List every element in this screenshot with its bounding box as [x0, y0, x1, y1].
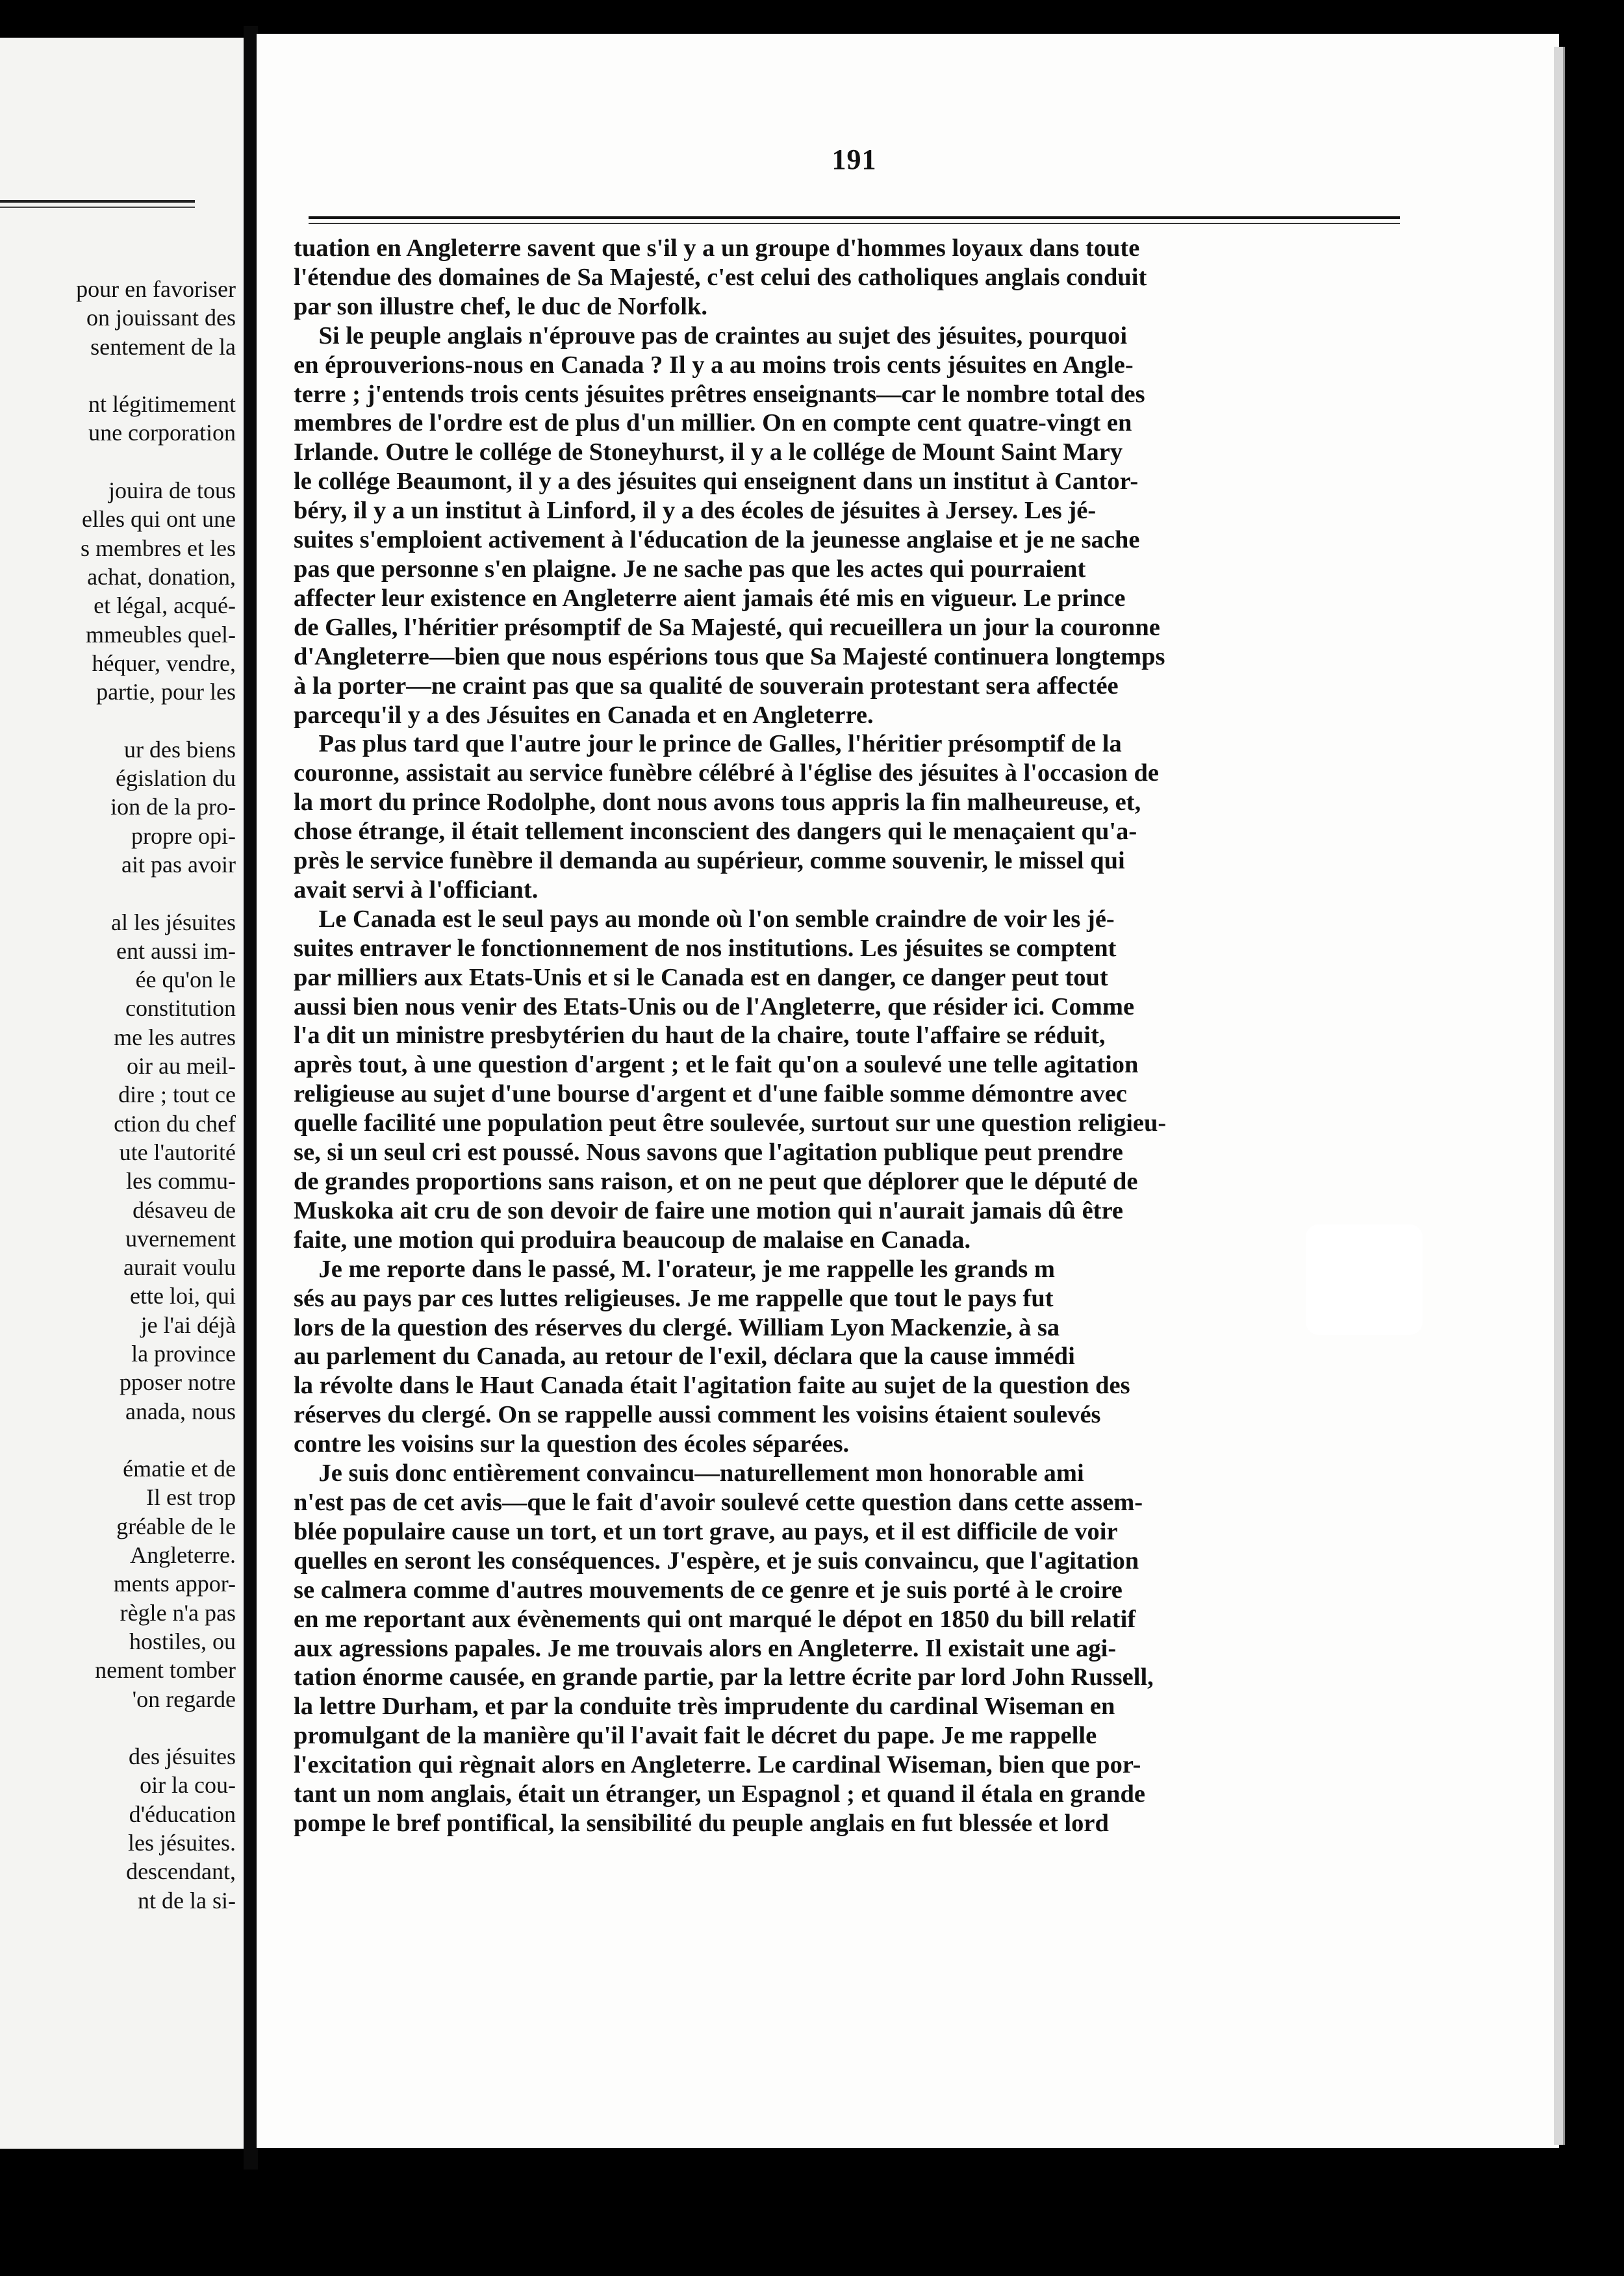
left-text-line: al les jésuites [111, 909, 236, 935]
left-text-line [0, 1426, 236, 1454]
left-page-text [0, 275, 236, 1915]
text-line: n'est pas de cet avis—que le fait d'avoir soulevé cette question dans cette assem- [294, 1488, 1143, 1516]
left-text-line [0, 879, 236, 907]
text-line: faite, une motion qui produira beaucoup de malaise en Canada. [294, 1226, 971, 1254]
paper-blot [1306, 1224, 1423, 1335]
left-text-line: constitution [125, 995, 236, 1022]
left-text-line: désaveu de [133, 1196, 236, 1223]
left-text-line: ée qu'on le [135, 967, 236, 993]
left-text-line: règle n'a pas [120, 1599, 236, 1626]
text-line: suites s'emploient activement à l'éducation de la jeunesse anglaise et je ne sache [294, 526, 1140, 554]
left-text-line: pour en favoriser [76, 276, 236, 302]
left-text-line: ments appor- [113, 1571, 236, 1597]
left-text-line: ur des biens [124, 736, 236, 763]
text-line: d'Angleterre—bien que nous espérions tous que Sa Majesté continuera longtemps [294, 642, 1165, 670]
text-line: Irlande. Outre le collége de Stoneyhurst, il y a le collége de Mount Saint Mary [294, 438, 1123, 466]
text-line: pas que personne s'en plaigne. Je ne sache pas que les actes qui pourraient [294, 555, 1086, 583]
left-text-line: oir au meil- [127, 1053, 236, 1080]
left-text-line: Angleterre. [130, 1542, 236, 1569]
text-line: quelles en seront les conséquences. J'espère, et je suis convaincu, que l'agitation [294, 1547, 1139, 1574]
text-line: le collége Beaumont, il y a des jésuites qui enseignent dans un institut à Cantor- [294, 468, 1139, 496]
header-rule [309, 216, 1400, 224]
text-line: contre les voisins sur la question des écoles séparées. [294, 1430, 850, 1458]
left-text-line: les jésuites. [128, 1830, 236, 1856]
text-line: terre ; j'entends trois cents jésuites prêtres enseignants—car le nombre total des [294, 380, 1145, 408]
text-line: parcequ'il y a des Jésuites en Canada et en Angleterre. [294, 701, 874, 729]
left-text-line: ait pas avoir [121, 851, 236, 878]
left-text-line: on jouissant des [86, 305, 236, 331]
left-text-line: et légal, acqué- [94, 592, 236, 619]
left-page-fragment [0, 38, 244, 2149]
left-text-line: ute l'autorité [119, 1139, 236, 1165]
left-text-line [0, 706, 236, 735]
text-line: religieuse au sujet d'une bourse d'argent et d'une faible somme démontre avec [294, 1080, 1127, 1108]
left-text-line: ent aussi im- [116, 937, 236, 964]
text-line: promulgant de la manière qu'il l'avait fait le décret du pape. Je me rappelle [294, 1722, 1097, 1750]
text-line: après tout, à une question d'argent ; et le fait qu'on a soulevé une telle agitation [294, 1051, 1139, 1079]
book-gutter [244, 26, 258, 2169]
text-line: affecter leur existence en Angleterre aient jamais été mis en vigueur. Le prince [294, 584, 1126, 612]
left-text-line: oir la cou- [140, 1772, 236, 1799]
left-text-line: ette loi, qui [130, 1283, 236, 1309]
left-text-line: descendant, [126, 1858, 236, 1885]
left-text-line: hostiles, ou [129, 1628, 236, 1654]
left-text-line: ion de la pro- [110, 794, 236, 820]
text-line: en me reportant aux évènements qui ont marqué le dépot en 1850 du bill relatif [294, 1605, 1136, 1633]
left-text-line: la province [131, 1340, 236, 1367]
text-line: l'excitation qui règnait alors en Angleterre. Le cardinal Wiseman, bien que por- [294, 1751, 1141, 1779]
left-text-line: les commu- [126, 1168, 236, 1195]
left-text-line [0, 361, 236, 390]
text-line: Le Canada est le seul pays au monde où l'on semble craindre de voir les jé- [294, 905, 1115, 933]
text-line: près le service funèbre il demanda au supérieur, comme souvenir, le missel qui [294, 847, 1125, 875]
left-text-line: achat, donation, [87, 563, 236, 590]
left-text-line: jouira de tous [108, 477, 236, 504]
text-line: blée populaire cause un tort, et un tort grave, au pays, et il est difficile de voir [294, 1517, 1118, 1545]
left-text-line: mmeubles quel- [86, 621, 236, 648]
text-line: par milliers aux Etats-Unis et si le Canada est en danger, ce danger peut tout [294, 963, 1108, 991]
text-line: au parlement du Canada, au retour de l'exil, déclara que la cause immédi [294, 1343, 1075, 1371]
text-line: tuation en Angleterre savent que s'il y a un groupe d'hommes loyaux dans toute [294, 234, 1140, 262]
text-line: la révolte dans le Haut Canada était l'agitation faite au sujet de la question des [294, 1372, 1130, 1400]
text-line: se calmera comme d'autres mouvements de ce genre et je suis porté à le croire [294, 1576, 1123, 1604]
left-text-line: une corporation [88, 420, 236, 446]
page-edge [1554, 47, 1565, 2145]
text-line: chose étrange, il était tellement inconscient des dangers qui le menaçaient qu'a- [294, 818, 1137, 846]
left-text-line: égislation du [116, 765, 236, 792]
left-text-line: nt de la si- [138, 1887, 236, 1914]
left-text-line [0, 448, 236, 476]
left-text-line [0, 1713, 236, 1742]
left-text-line: sentement de la [90, 333, 236, 360]
text-line: réserves du clergé. On se rappelle aussi comment les voisins étaient soulevés [294, 1401, 1101, 1429]
text-line: se, si un seul cri est poussé. Nous savons que l'agitation publique peut prendre [294, 1139, 1123, 1167]
text-line: à la porter—ne craint pas que sa qualité de souverain protestant sera affectée [294, 672, 1119, 700]
left-text-line: des jésuites [129, 1743, 236, 1770]
text-line: l'étendue des domaines de Sa Majesté, c'est celui des catholiques anglais conduit [294, 263, 1147, 291]
text-line: Muskoka ait cru de son devoir de faire une motion qui n'aurait jamais dû être [294, 1196, 1123, 1224]
left-text-line: ématie et de [123, 1456, 236, 1482]
left-text-line: propre opi- [131, 822, 236, 849]
text-line: béry, il y a un institut à Linford, il y a des écoles de jésuites à Jersey. Les jé- [294, 497, 1097, 525]
left-text-line: je l'ai déjà [140, 1311, 236, 1338]
text-line: lors de la question des réserves du clergé. William Lyon Mackenzie, à sa [294, 1313, 1060, 1341]
text-line: la lettre Durham, et par la conduite très imprudente du cardinal Wiseman en [294, 1693, 1115, 1721]
text-line: en éprouverions-nous en Canada ? Il y a au moins trois cents jésuites en Angle- [294, 351, 1134, 379]
text-line: tation énorme causée, en grande partie, par la lettre écrite par lord John Russell, [294, 1663, 1154, 1691]
left-text-line: anada, nous [125, 1398, 236, 1424]
text-line: l'a dit un ministre presbytérien du haut de la chaire, toute l'affaire se réduit, [294, 1022, 1106, 1050]
text-line: par son illustre chef, le duc de Norfolk. [294, 292, 708, 320]
text-line: de Galles, l'héritier présomptif de Sa Majesté, qui recueillera un jour la couronne [294, 613, 1160, 641]
text-line: aussi bien nous venir des Etats-Unis ou de l'Angleterre, que résider ici. Comme [294, 993, 1135, 1020]
left-text-line: partie, pour les [96, 679, 236, 705]
text-line: avait servi à l'officiant. [294, 876, 539, 904]
left-text-line: elles qui ont une [82, 506, 236, 533]
text-line: membres de l'ordre est de plus d'un millier. On en compte cent quatre-vingt en [294, 409, 1132, 437]
text-line: Si le peuple anglais n'éprouve pas de craintes au sujet des jésuites, pourquoi [294, 322, 1128, 349]
text-line: aux agressions papales. Je me trouvais alors en Angleterre. Il existait une agi- [294, 1634, 1117, 1662]
text-line: pompe le bref pontifical, la sensibilité du peuple anglais en fut blessée et lord [294, 1809, 1109, 1837]
text-line: couronne, assistait au service funèbre célébré à l'église des jésuites à l'occasion de [294, 759, 1160, 787]
left-text-line: Il est trop [146, 1484, 236, 1511]
text-line: la mort du prince Rodolphe, dont nous avons tous appris la fin malheureuse, et, [294, 789, 1141, 816]
left-text-line: d'éducation [129, 1801, 236, 1827]
text-line: quelle facilité une population peut être soulevée, surtout sur une question religieu- [294, 1109, 1167, 1137]
text-line: Pas plus tard que l'autre jour le prince de Galles, l'héritier présomptif de la [294, 730, 1122, 758]
left-text-line: nt légitimement [88, 391, 236, 418]
text-line: Je suis donc entièrement convaincu—naturellement mon honorable ami [294, 1460, 1084, 1487]
left-text-line: pposer notre [120, 1369, 236, 1396]
page-number: 191 [831, 144, 877, 175]
left-text-line: me les autres [114, 1024, 236, 1050]
left-header-rule [0, 200, 195, 208]
text-line: de grandes proportions sans raison, et on ne peut que déplorer que le député de [294, 1168, 1138, 1195]
left-text-line: héquer, vendre, [92, 650, 236, 676]
text-line: Je me reporte dans le passé, M. l'orateur, je me rappelle les grands m [294, 1255, 1055, 1283]
left-text-line: gréable de le [116, 1513, 236, 1539]
body-text [294, 234, 1398, 1838]
text-line: sés au pays par ces luttes religieuses. Je me rappelle que tout le pays fut [294, 1284, 1054, 1312]
left-text-line: s membres et les [81, 535, 236, 561]
text-line: suites entraver le fonctionnement de nos institutions. Les jésuites se comptent [294, 934, 1117, 962]
left-text-line: nement tomber [95, 1657, 236, 1684]
left-text-line: dire ; tout ce [118, 1081, 236, 1108]
left-text-line: uvernement [125, 1225, 236, 1252]
left-text-line: 'on regarde [132, 1686, 236, 1712]
left-text-line: aurait voulu [123, 1254, 236, 1281]
left-text-line: ction du chef [114, 1110, 236, 1137]
text-line: tant un nom anglais, était un étranger, un Espagnol ; et quand il étala en grande [294, 1780, 1145, 1808]
